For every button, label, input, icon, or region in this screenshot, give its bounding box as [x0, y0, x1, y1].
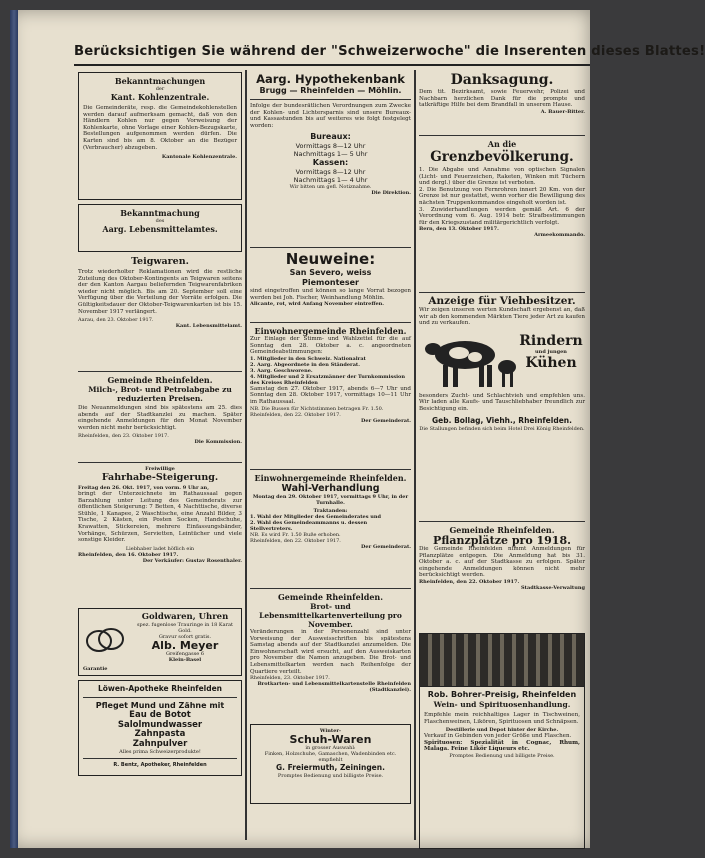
- sep: [419, 292, 585, 293]
- einwohner-sign: Der Gemeinderat.: [361, 417, 411, 424]
- grenz-title: Grenzbevölkerung.: [430, 149, 574, 165]
- page-headline: Berücksichtigen Sie während der "Schweizerwoche" die Inserenten dieses Blattes!: [74, 44, 705, 59]
- grenz-notice: [419, 139, 585, 289]
- kohlen-title2: Kant. Kohlenzentrale.: [110, 92, 210, 102]
- grenz-item: 1. Die Abgabe und Annahme von optischen Signalen (Licht- und Feuerzeichen, Raketen, Winken mit Tüchern und dergl.) über die Grenze ist verboten.: [419, 167, 585, 187]
- neuweine-l1: San Severo, weiss: [289, 268, 372, 277]
- kohlen-sign: Kantonale Kohlenzentrale.: [161, 154, 237, 161]
- bank-notice: [250, 72, 411, 244]
- wahl-note: NB. Es wird Fr. 1.50 Buße erhoben.: [250, 532, 341, 538]
- milch-sign: Die Kommission.: [194, 439, 242, 446]
- kassen-head: Kassen:: [312, 158, 349, 168]
- cow-icon: [419, 329, 519, 395]
- einwohner-notice: [250, 326, 411, 466]
- bottles-illustration: [420, 634, 584, 687]
- bank-body: Infolge der bundesrätlichen Verordnungen zum Zwecke der Kohlen- und Lichtersparnis sind unsere Bureaux- und Kassastunden bis auf weiteres wie folgt festgelegt worden:: [250, 103, 411, 129]
- bohrer-sub: Wein- und Spirituosenhandlung.: [433, 700, 571, 709]
- brot-title: Brot- und Lebensmittelkartenverteilung pro November.: [259, 602, 402, 629]
- sep: [250, 469, 411, 470]
- vieh-body: Wir zeigen unseren werten Kundschaft ergebenst an, daß wir ab den kommenden Märkten Tiere jeder Art zu kaufen und zu verkaufen.: [419, 307, 585, 327]
- bohrer-spec: Spirituosen: Spezialität in Cognac, Rhum, Malaga. Feine Likör Liqueurs etc.: [424, 739, 580, 753]
- book-binding: [10, 10, 18, 848]
- neuweine-l2: Piemonteser: [302, 278, 359, 287]
- column-1: [78, 72, 242, 842]
- teigwaren-body: Trotz wiederholter Reklamationen wird die restliche Zuteilung des Oktober-Kontingents an Teigwaren seitens der den Kanton Aargau beliefernden Teigwarenfabriken wieder nicht möglich. Bis am 20. September soll eine Verfügung über die Verteilung der Vorräte erfolgen. Die Gültigkeitsdauer der Oktober-Teigwarenkarten ist bis 15. November 1917 verlängert.: [78, 269, 242, 315]
- apotheke-line3: Salolmundwasser: [117, 719, 203, 730]
- vieh-foot: Die Stallungen befinden sich beim Hotel Drei König Rheinfelden.: [419, 425, 585, 432]
- lebensmittel-title2: Aarg. Lebensmittelamtes.: [102, 224, 218, 234]
- schuh-top: Winter-: [319, 728, 342, 734]
- danksagung-title: Danksagung.: [450, 72, 554, 88]
- pflanz-body: Die Gemeinde Rheinfelden nimmt Anmeldungen für Pflanzplätze entgegen. Die Anmeldung hat bis 31. Oktober a. c. auf der Stadtkasse zu erfolgen. Später eingehende Anmeldungen können nicht mehr berücksichtigt werden.: [419, 546, 585, 579]
- column-divider-1: [245, 70, 247, 840]
- bohrer-body: Empfehle mein reichhaltiges Lager in Tischweinen, Flaschenweinen, Likören, Spirituosen und Schnäpsen.: [424, 712, 580, 725]
- einwohner-item: 1. Mitglieder in den Schweiz. Nationalrat: [250, 355, 366, 362]
- vieh-firm: Geb. Bollag, Viehh., Rheinfelden.: [432, 415, 572, 425]
- teigwaren-date: Aarau, den 23. Oktober 1917.: [78, 317, 154, 324]
- danksagung-sign: A. Bauer-Bitter.: [540, 108, 585, 115]
- meyer-ad: [78, 608, 242, 676]
- sep: [250, 588, 411, 589]
- vieh-title: Anzeige für Viehbesitzer.: [428, 295, 576, 307]
- milch-body: Die Neuanmeldungen sind bis spätestens am 25. dies abends auf der Stadtkanzlei zu machen. Später eingehende Anmeldungen für den Monat November werden nicht mehr berücksichtigt.: [78, 405, 242, 431]
- danksagung-body: Dem tit. Bezirksamt, sowie Feuerwehr, Polizei und Nachbarn herzlichen Dank für die prompte und tatkräftige Hilfe bei dem Brandfall in unserem Hause.: [419, 89, 585, 109]
- einwohner-note: NB. Die Bussen für Nichtstimmen betragen Fr. 1.50.: [250, 405, 384, 412]
- grenz-item: 2. Die Benutzung von Fernrohren innert 20 Km. von der Grenze ist nur gestattet, wenn vorher die Bewilligung des nächsten Truppenkommandos eingeholt worden ist.: [419, 186, 585, 206]
- milch-title: Milch-, Brot- und Petrolabgabe zu reduzierten Preisen.: [88, 385, 232, 403]
- bohrer-title: Rob. Bohrer-Preisig, Rheinfelden: [427, 690, 577, 699]
- sep: [83, 758, 237, 759]
- column-2: [250, 72, 411, 842]
- apotheke-sign: R. Bentz, Apotheker, Rheinfelden: [113, 762, 207, 768]
- einwohner-body: Zur Einlage der Stimm- und Wahlzettel für die auf Sonntag den 28. Oktober a. c. angeordneten Gemeindeabstimmungen:: [250, 336, 411, 356]
- kohlen-der: der: [155, 86, 165, 92]
- neuweine-body: sind eingetroffen und können so lange Vorrat bezogen werden bei Joh. Fischer, Weinhandlung Möhlin.: [250, 288, 411, 301]
- sep: [83, 697, 237, 698]
- column-3: [419, 72, 585, 842]
- vieh-body2: besonders Zucht- und Schlachtvieh und empfehlen uns. Wir laden alle Kaufs- und Tauschliebhaber freundlich zur Besichtigung ein.: [419, 392, 585, 412]
- fahrhabe-title: Fahrhabe-Steigerung.: [101, 472, 219, 483]
- neuweine-ad: [250, 251, 411, 319]
- wahl-traktanden: Traktanden:: [313, 508, 348, 514]
- grenz-top: An die: [487, 139, 517, 149]
- column-divider-2: [414, 70, 416, 840]
- milch-date: Rheinfelden, den 23. Oktober 1917.: [78, 433, 169, 440]
- sep: [419, 135, 585, 136]
- milch-notice: [78, 375, 242, 459]
- vieh-rindern: Rindern: [519, 332, 583, 349]
- vieh-ad: [419, 296, 585, 518]
- brot-org: Gemeinde Rheinfelden.: [277, 592, 384, 602]
- brot-date: Rheinfelden, 23. Oktober 1917.: [250, 675, 330, 682]
- sep: [78, 462, 242, 463]
- teigwaren-notice: [78, 256, 242, 368]
- kohlen-notice: [78, 72, 242, 200]
- headline-rule: [74, 64, 590, 66]
- schuh-brand: G. Freiermuth, Zeiningen.: [276, 763, 385, 772]
- schuh-body: Finken, Holzschuhe, Gamaschen, Wadenbinden etc. empfiehlt: [264, 751, 397, 763]
- pflanz-date: Rheinfelden, den 22. Oktober 1917.: [419, 578, 520, 585]
- schuh-ad: [250, 724, 411, 804]
- grenz-sign: Armeekommando.: [534, 232, 585, 239]
- meyer-gravur: Gravur sofort gratis.: [158, 634, 212, 640]
- brot-sign: Brotkarten- und Lebensmittelkartenstelle Rheinfelden (Stadtkanzlei).: [257, 681, 411, 694]
- sep: [250, 99, 411, 100]
- brot-notice: [250, 592, 411, 724]
- kohlen-body: Die Gemeinderäte, resp. die Gemeindekohlenstellen werden darauf aufmerksam gemacht, daß von den Händlern Kohlen nur gegen Vorweisung der Kohlenkarte, ohne Vorlage einer Kohlen-Bezugskarte, Bestellungen aufgenommen werden dürfen. Die Karten sind bis am 8. Oktober an die Bezüger (Verbraucher) abzugeben.: [83, 105, 237, 151]
- wahl-notice: [250, 473, 411, 585]
- lebensmittel-des: des: [155, 218, 165, 224]
- apotheke-line5: Zahnpulver: [132, 738, 188, 749]
- apotheke-title: Löwen-Apotheke Rheinfelden: [97, 684, 223, 693]
- fahrhabe-note: Liebhaber ladet höflich ein: [125, 545, 195, 552]
- teigwaren-title: Teigwaren.: [131, 256, 189, 267]
- vieh-kuehe: Kühen: [525, 354, 577, 371]
- pflanz-notice: [419, 525, 585, 633]
- bank-sign: Die Direktion.: [371, 190, 411, 197]
- apotheke-line4: Zahnpasta: [134, 729, 186, 739]
- neuweine-alicante: Alicante, rot, wird Anfang November eintreffen.: [250, 301, 385, 308]
- neuweine-title: Neuweine:: [285, 250, 376, 268]
- brot-body: Veränderungen in der Personenzahl sind unter Vorweisung der Ausweisschriften bis spätestens Samstag abends auf der Stadtkanzlei anzumelden. Die Einwohnerschaft wird ersucht, auf den Ausweiskarten pro November die Namen anzugeben. Die Brot- und Lebensmittelkarten werden nach Reihenfolge der Quartiere verteilt.: [250, 629, 411, 675]
- pflanz-title: Pflanzplätze pro 1918.: [433, 534, 571, 547]
- fahrhabe-notice: [78, 466, 242, 608]
- fahrhabe-body: bringt der Unterzeichnete im Rathaussaal gegen Barzahlung unter Leitung des Gemeinderats zur öffentlichen Steigerung: 7 Betten, 4 Nachttische, diverse Stühle, 1 Kanapee, 2 Waschtische, eine Anzahl Bilder, 3 Tische, 2 Kästen, ein Posten Socken, Handschuhe, Krawatten, Stickereien, mehrere Einfassungsbänder, Vorhänge, Schürzen, Servietten, Leintücher und viele sonstige Kleider.: [78, 491, 242, 544]
- schuh-foot: Promptes Bedienung und billigste Preise.: [277, 773, 384, 779]
- bank-places: Brugg — Rheinfelden — Möhlin.: [259, 86, 402, 95]
- pflanz-sign: Stadtkasse-Verwaltung: [521, 584, 585, 591]
- bank-title: Aarg. Hypothekenbank: [256, 72, 405, 86]
- meyer-addr1: Greifengasse 6: [165, 651, 204, 657]
- meyer-garantie: Garantie: [83, 666, 108, 672]
- einwohner-item: 4. Mitglieder und 2 Ersatzmänner der Turnkommission des Kreises Rheinfelden: [250, 373, 405, 386]
- sep: [250, 322, 411, 323]
- wahl-sign: Der Gemeinderat.: [361, 544, 411, 550]
- bank-bitte: Wir bitten um gefl. Notiznahme.: [289, 184, 372, 191]
- meyer-title: Goldwaren, Uhren: [141, 612, 229, 622]
- teigwaren-sign: Kant. Lebensmittelamt.: [175, 323, 242, 330]
- apotheke-line1: Pfleget Mund und Zähne mit: [95, 701, 225, 710]
- einwohner-item: 2. Aarg. Abgeordnete in den Ständerat.: [250, 361, 360, 368]
- rings-icon: [83, 617, 127, 661]
- bohrer-foot: Promptes Bedienung und billigste Preise.: [449, 752, 555, 759]
- bohrer-distill: Destillerie und Depot hinter der Kirche.: [445, 727, 559, 734]
- kassen-am: Vormittags 8—12 Uhr: [295, 168, 366, 177]
- grenz-date: Bern, den 13. Oktober 1917.: [419, 226, 499, 233]
- einwohner-title: Einwohnergemeinde Rheinfelden.: [254, 326, 407, 336]
- apotheke-ad: [78, 680, 242, 776]
- bureaux-pm: Nachmittags 1— 5 Uhr: [293, 150, 368, 159]
- wahl-date: Rheinfelden, den 22. Oktober 1917.: [250, 538, 341, 544]
- vieh-and: und jungen: [535, 348, 567, 355]
- wahl-when: Montag den 29. Oktober 1917, vormittags 9 Uhr, in der Turnhalle.: [252, 494, 409, 506]
- wahl-t2: 2. Wahl des Gemeindeammanns u. dessen Stellvertreters.: [250, 520, 368, 532]
- lebensmittel-header: [78, 204, 242, 252]
- meyer-addr2: Klein-Basel: [168, 657, 202, 663]
- wahl-t1: 1. Wahl der Mitglieder des Gemeinderates und: [250, 514, 382, 520]
- sep: [250, 247, 411, 248]
- schuh-title: Schuh-Waren: [289, 733, 372, 746]
- wahl-org: Einwohnergemeinde Rheinfelden.: [254, 473, 407, 483]
- einwohner-item: 3. Aarg. Geschworene.: [250, 367, 313, 374]
- fahrhabe-sign: Der Verkäufer: Gustav Rosenthaler.: [142, 557, 242, 564]
- danksagung: [419, 72, 585, 132]
- meyer-sub: spez. fugenlose Trauringe in 18 Karat Gold.: [136, 622, 234, 634]
- schuh-sub: in grosser Auswahl:: [305, 745, 356, 751]
- fahrhabe-lead: Freitag den 26. Okt. 1917, von vorm. 9 Uhr an,: [78, 485, 209, 491]
- sep: [78, 371, 242, 372]
- fahrhabe-top: Freiwillige: [145, 466, 175, 472]
- bohrer-body2: Verkauf in Gebinden von jeder Größe und Flaschen.: [424, 733, 572, 740]
- kohlen-title: Bekanntmachungen: [114, 76, 206, 86]
- kassen-pm: Nachmittags 1— 4 Uhr: [293, 176, 368, 185]
- apotheke-line6: Alles prima Schweizerprodukte!: [119, 749, 201, 755]
- lebensmittel-title: Bekanntmachung: [120, 208, 200, 218]
- grenz-item: 3. Zuwiderhandlungen werden gemäß Art. 6 der Verordnung vom 6. Aug. 1914 betr. Strafbestimmungen für den Kriegszustand militärgerichtlich verfolgt.: [419, 206, 585, 226]
- sep: [419, 521, 585, 522]
- apotheke-line2: Eau de Botot: [129, 710, 191, 720]
- pflanz-org: Gemeinde Rheinfelden.: [449, 525, 555, 535]
- einwohner-body2: Samstag den 27. Oktober 1917, abends 6—7 Uhr und Sonntag den 28. Oktober 1917, vormittags 10—11 Uhr im Rathaussaal.: [250, 385, 411, 405]
- einwohner-date: Rheinfelden, den 22. Oktober 1917.: [250, 411, 341, 418]
- meyer-brand: Alb. Meyer: [151, 639, 219, 652]
- fahrhabe-date: Rheinfelden, den 16. Oktober 1917.: [78, 551, 179, 558]
- bohrer-ad: [419, 633, 585, 849]
- bureaux-head: Bureaux:: [310, 132, 351, 142]
- wahl-title: Wahl-Verhandlung: [281, 483, 380, 494]
- bureaux-am: Vormittags 8—12 Uhr: [295, 142, 366, 151]
- milch-org: Gemeinde Rheinfelden.: [107, 375, 213, 385]
